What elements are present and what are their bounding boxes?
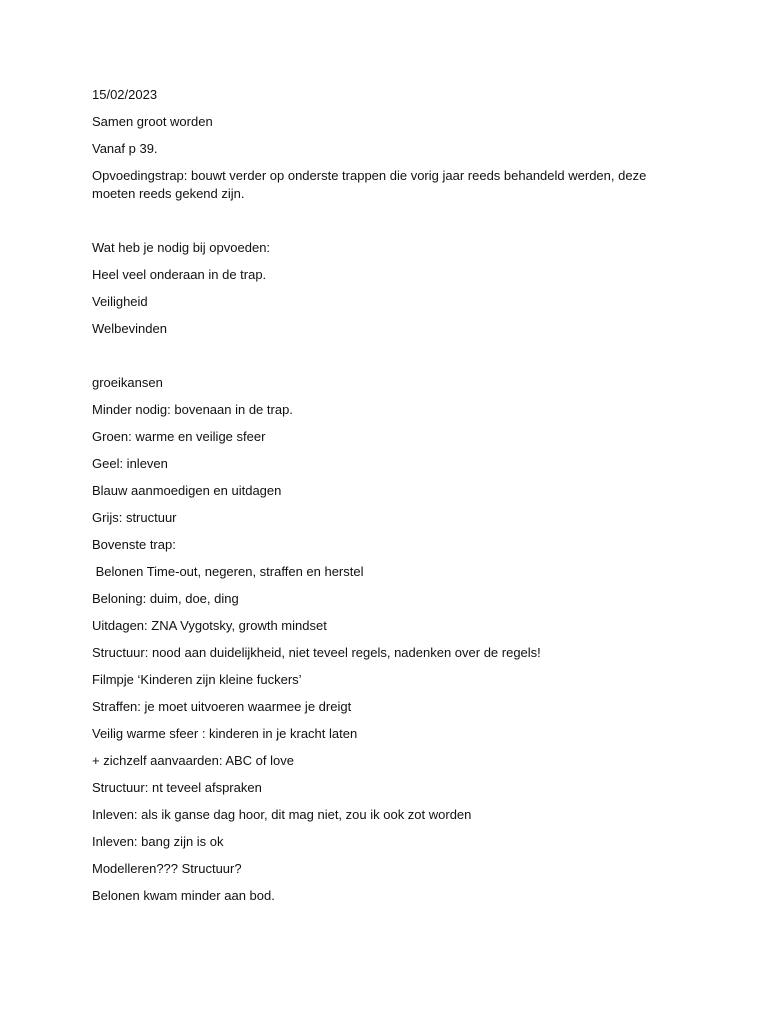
blank-line bbox=[92, 212, 692, 239]
list-item: Groen: warme en veilige sfeer bbox=[92, 429, 266, 444]
page-reference: Vanaf p 39. bbox=[92, 141, 158, 156]
list-item: Straffen: je moet uitvoeren waarmee je dreigt bbox=[92, 699, 352, 714]
list-item: Structuur: nt teveel afspraken bbox=[92, 780, 262, 795]
list-item: Structuur: nood aan duidelijkheid, niet teveel regels, nadenken over de regels! bbox=[92, 645, 541, 660]
list-item: Belonen kwam minder aan bod. bbox=[92, 888, 275, 903]
list-item: Bovenste trap: bbox=[92, 537, 176, 552]
blank-line bbox=[92, 347, 692, 374]
list-item: Inleven: als ik ganse dag hoor, dit mag niet, zou ik ook zot worden bbox=[92, 807, 472, 822]
paragraph-opvoedingstrap: Opvoedingstrap: bouwt verder op onderste trappen die vorig jaar reeds behandeld werden, deze moeten reeds gekend zijn. bbox=[92, 168, 650, 201]
list-item: Uitdagen: ZNA Vygotsky, growth mindset bbox=[92, 618, 327, 633]
note-title: Samen groot worden bbox=[92, 114, 213, 129]
list-item: Modelleren??? Structuur? bbox=[92, 861, 242, 876]
list-item: + zichzelf aanvaarden: ABC of love bbox=[92, 753, 294, 768]
list-item: Belonen Time-out, negeren, straffen en herstel bbox=[92, 564, 364, 579]
list-item: Beloning: duim, doe, ding bbox=[92, 591, 239, 606]
list-item: Grijs: structuur bbox=[92, 510, 177, 525]
list-item: Welbevinden bbox=[92, 321, 167, 336]
list-item: Veiligheid bbox=[92, 294, 148, 309]
list-item: Minder nodig: bovenaan in de trap. bbox=[92, 402, 293, 417]
list-item: Blauw aanmoedigen en uitdagen bbox=[92, 483, 282, 498]
document-body bbox=[92, 86, 692, 914]
date-line: 15/02/2023 bbox=[92, 87, 158, 102]
section-heading-needs: Wat heb je nodig bij opvoeden: bbox=[92, 240, 271, 255]
list-item: Geel: inleven bbox=[92, 456, 168, 471]
list-item: Heel veel onderaan in de trap. bbox=[92, 267, 267, 282]
list-item: Inleven: bang zijn is ok bbox=[92, 834, 224, 849]
list-item: Veilig warme sfeer : kinderen in je kracht laten bbox=[92, 726, 358, 741]
list-item: Filmpje ‘Kinderen zijn kleine fuckers’ bbox=[92, 672, 302, 687]
list-item: groeikansen bbox=[92, 375, 163, 390]
